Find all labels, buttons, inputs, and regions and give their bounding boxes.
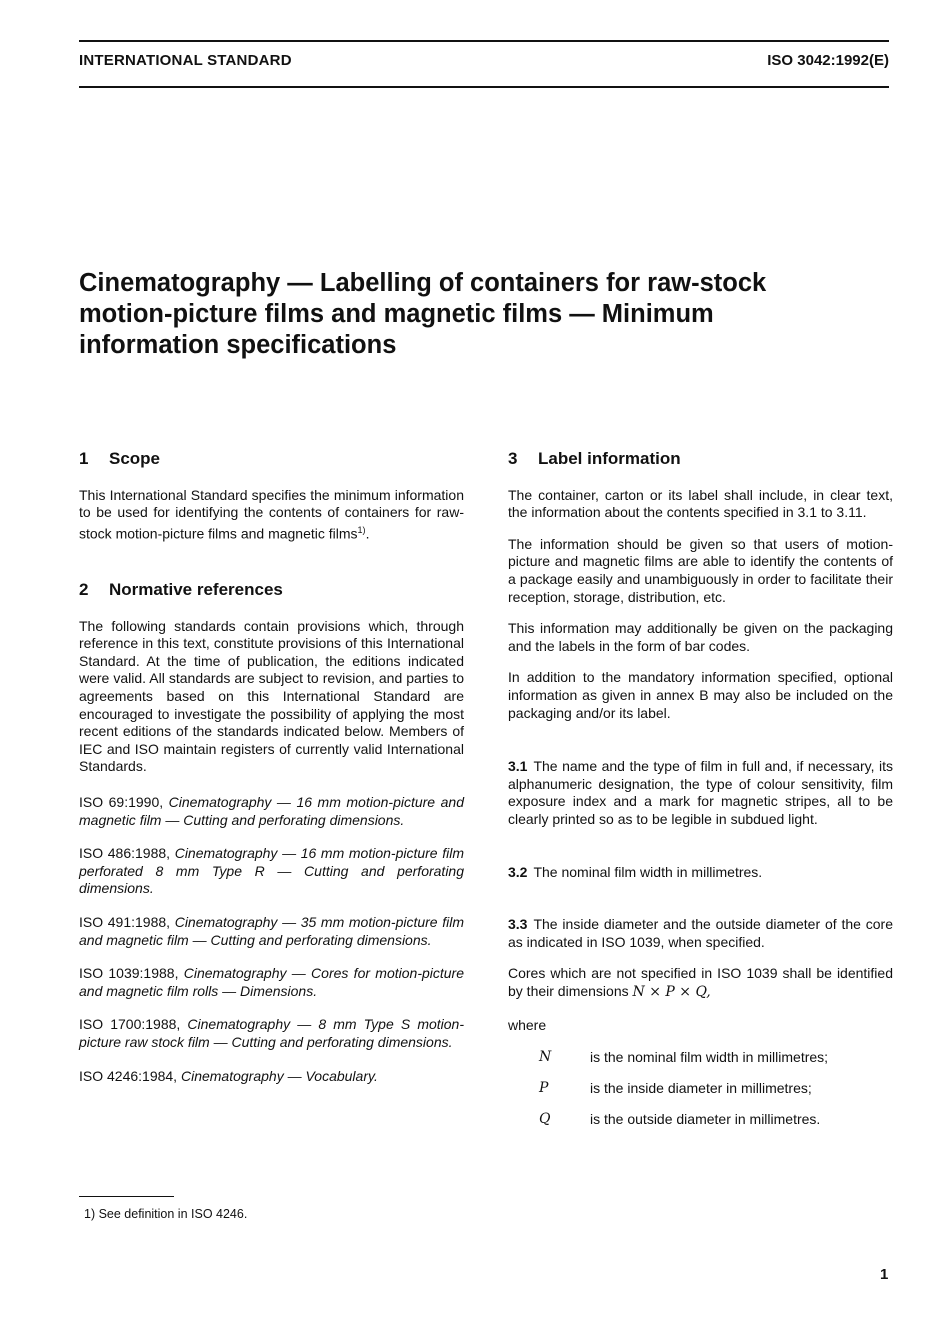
scope-heading: [79, 450, 464, 468]
clause-3-1: [508, 758, 893, 828]
reference-title: Cinematography — Vocabulary.: [180, 1067, 378, 1084]
reference-id: ISO 4246:1984,: [79, 1067, 178, 1084]
label-paragraph-2: The information should be given so that users of motion-picture and magnetic films are able to identify the contents of a package easily and unambiguously in order to facilitate their reception, storage, distribution, etc.: [508, 535, 893, 605]
cores-text: Cores which are not specified in ISO 1039 shall be identified by their dimensions: [508, 965, 893, 999]
footnote-separator: [79, 1196, 174, 1197]
scope-title: Scope: [109, 449, 161, 468]
clause-3-1-number: 3.1: [508, 758, 528, 775]
clause-3-2-number: 3.2: [508, 863, 528, 880]
page-number: 1: [880, 1266, 889, 1283]
reference-item: [79, 1068, 464, 1086]
where-description: is the nominal film width in millimetres;: [590, 1049, 829, 1066]
label-paragraph-4: In addition to the mandatory information specified, optional information as given in annex B may also be included on the packaging and/or its label.: [508, 669, 893, 721]
where-symbol: P: [539, 1080, 549, 1097]
where-label: where: [508, 1017, 547, 1034]
cores-formula: N × P × Q,: [632, 983, 711, 1000]
normative-title: Normative references: [109, 580, 283, 600]
where-symbol: Q: [539, 1111, 551, 1128]
where-list: [508, 1049, 893, 1142]
reference-id: ISO 1039:1988,: [79, 965, 179, 982]
reference-id: ISO 486:1988,: [79, 845, 171, 862]
label-number: 3: [508, 449, 518, 468]
scope-paragraph: [79, 487, 464, 543]
reference-list: [79, 794, 464, 1085]
where-symbol: N: [539, 1049, 552, 1066]
clause-3-1-text: The name and the type of film in full and, if necessary, its alphanumeric designation, the type of colour sensitivity, film exposure index and a mark for magnetic stripes, all to be clearly printed so as to be legible in subdued light.: [508, 758, 893, 827]
reference-item: [79, 794, 464, 829]
footnote: 1) See definition in ISO 4246.: [84, 1207, 248, 1221]
clause-3-2: [508, 864, 893, 882]
document-title: [79, 268, 869, 361]
footnote-ref: 1): [357, 524, 366, 535]
reference-title: Cinematography — 16 mm motion-picture and magnetic film — Cutting and perforating dimensions.: [79, 793, 464, 828]
page-header: [79, 40, 889, 88]
reference-title: Cinematography — 35 mm motion-picture film and magnetic film — Cutting and perforating dimensions.: [79, 913, 465, 948]
where-description: is the inside diameter in millimetres;: [590, 1080, 812, 1097]
where-item: [508, 1080, 893, 1111]
header-standard-number: ISO 3042:1992(E): [767, 52, 889, 69]
reference-title: Cinematography — 16 mm motion-picture film perforated 8 mm Type R — Cutting and perforating dimensions.: [79, 845, 465, 897]
left-column: [79, 450, 464, 1101]
label-title: Label information: [538, 449, 681, 468]
reference-item: [79, 965, 464, 1000]
label-heading: [508, 450, 893, 468]
header-standard-type: INTERNATIONAL STANDARD: [79, 52, 292, 69]
scope-text: This International Standard specifies the minimum information to be used for identifying the contents of containers for raw-stock motion-picture films and magnetic films: [79, 486, 464, 542]
clause-3-3-text: The inside diameter and the outside diameter of the core as indicated in ISO 1039, when specified.: [508, 916, 893, 950]
reference-item: [79, 1016, 464, 1051]
label-paragraph-1: The container, carton or its label shall include, in clear text, the information about the contents specified in 3.1 to 3.11.: [508, 486, 893, 521]
label-paragraph-3: This information may additionally be given on the packaging and the labels in the form of bar codes.: [508, 620, 893, 654]
clause-3-3-number: 3.3: [508, 916, 528, 933]
title-line-3: information specifications: [79, 331, 397, 359]
normative-intro: The following standards contain provisions which, through reference in this text, constitute provisions of this International Standard. At the time of publication, the editions indicated were valid. All standards are subject to revision, and parties to agreements based on this International Standard are encouraged to investigate the possibility of applying the most recent editions of the standards indicated below. Members of IEC and ISO maintain registers of currently valid International Standards.: [79, 617, 464, 775]
title-line-2: motion-picture films and magnetic films — Minimum: [79, 300, 714, 328]
reference-item: [79, 845, 464, 898]
title-line-1: Cinematography — Labelling of containers for raw-stock: [79, 269, 767, 297]
cores-paragraph: [508, 965, 893, 1001]
where-description: is the outside diameter in millimetres.: [590, 1111, 821, 1128]
reference-id: ISO 491:1988,: [79, 913, 171, 930]
where-item: [508, 1049, 893, 1080]
normative-heading: [79, 581, 464, 599]
reference-title: Cinematography — Cores for motion-picture and magnetic film rolls — Dimensions.: [79, 965, 465, 999]
right-column: [508, 450, 893, 1142]
reference-id: ISO 69:1990,: [79, 793, 164, 810]
where-item: [508, 1111, 893, 1142]
scope-text-end: .: [365, 525, 370, 542]
reference-id: ISO 1700:1988,: [79, 1016, 181, 1033]
scope-number: 1: [79, 449, 89, 468]
clause-3-2-text: The nominal film width in millimetres.: [533, 863, 763, 880]
normative-number: 2: [79, 580, 89, 600]
clause-3-3: [508, 916, 893, 951]
reference-item: [79, 914, 464, 949]
reference-title: Cinematography — 8 mm Type S motion-picture raw stock film — Cutting and perforating dimensions.: [79, 1016, 464, 1050]
